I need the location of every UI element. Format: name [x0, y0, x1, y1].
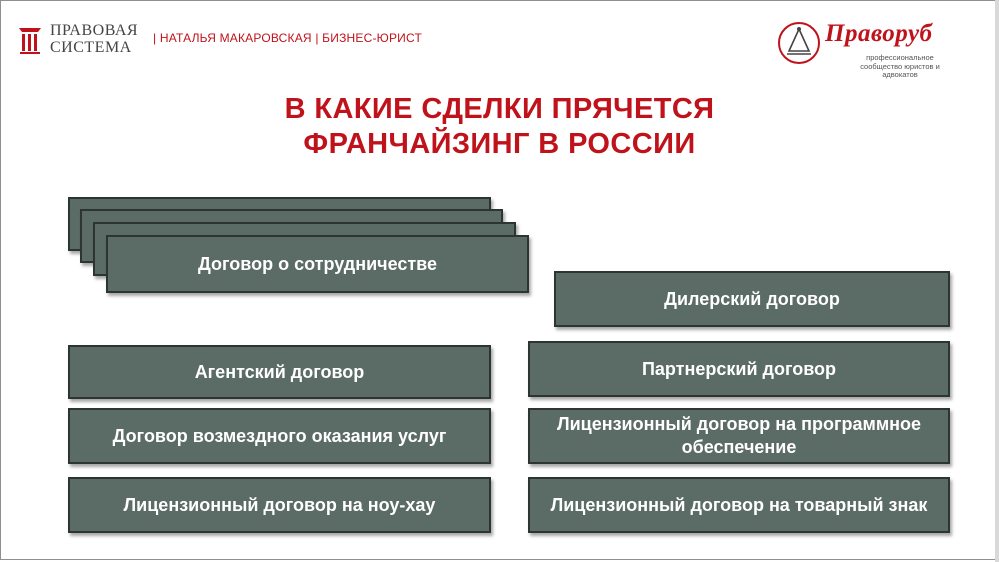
- brand-line-2: СИСТЕМА: [50, 39, 132, 56]
- box-dealer-label: Дилерский договор: [664, 288, 840, 309]
- partner-name: Праворуб: [825, 20, 933, 47]
- box-license-knowhow-label: Лицензионный договор на ноу-хау: [123, 494, 436, 515]
- brand-line-1: ПРАВОВАЯ: [50, 22, 139, 39]
- brand-name: [50, 22, 138, 56]
- title-line-2: ФРАНЧАЙЗИНГ В РОССИИ: [303, 128, 696, 160]
- box-license-software: [528, 408, 950, 464]
- box-partner: [528, 341, 950, 397]
- box-services-label: Договор возмездного оказания услуг: [112, 425, 447, 446]
- pravorub-emblem-icon: [777, 21, 821, 65]
- pillar-logo-icon: [18, 24, 42, 54]
- scrollbar-track[interactable]: [995, 0, 999, 562]
- box-license-knowhow: [68, 477, 491, 533]
- partner-subtitle: профессиональное сообщество юристов и адвокатов: [860, 53, 940, 79]
- box-license-trademark: [528, 477, 950, 533]
- slide-title: [0, 92, 999, 162]
- author-byline: | НАТАЛЬЯ МАКАРОВСКАЯ | БИЗНЕС-ЮРИСТ: [153, 31, 423, 45]
- brand-logo: [18, 22, 138, 56]
- partner-logo: [777, 20, 977, 79]
- box-cooperation: [106, 235, 529, 293]
- box-services: [68, 408, 491, 464]
- box-license-software-label: Лицензионный договор на программное обеспечение: [556, 414, 922, 457]
- box-cooperation-label: Договор о сотрудничестве: [197, 253, 438, 274]
- box-license-trademark-label: Лицензионный договор на товарный знак: [550, 494, 928, 515]
- box-dealer: [554, 271, 950, 327]
- title-line-1: В КАКИЕ СДЕЛКИ ПРЯЧЕТСЯ: [284, 93, 715, 125]
- box-partner-label: Партнерский договор: [641, 358, 837, 379]
- box-agency-label: Агентский договор: [194, 361, 365, 382]
- box-agency: [68, 345, 491, 399]
